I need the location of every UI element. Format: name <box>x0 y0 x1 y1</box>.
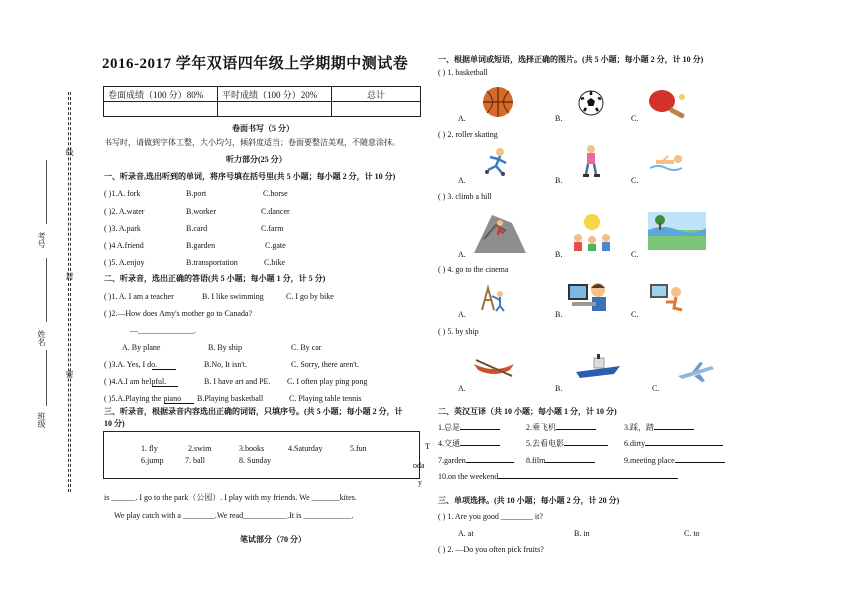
sec3-title-2: 10 分) <box>104 419 125 428</box>
score-header-zongji: 总计 <box>332 87 421 102</box>
sec2-q4-a: ( )4.A.I am helpful. <box>104 377 167 386</box>
score-header-juanmian: 卷面成绩（100 分）80% <box>104 87 218 102</box>
label-banji: 班级 <box>37 412 46 428</box>
r2-2 <box>526 423 596 433</box>
word-3: 3.books <box>239 444 265 453</box>
page-title: 2016-2017 学年双语四年级上学期期中测试卷 <box>102 56 409 72</box>
today-t: T <box>425 442 430 451</box>
r1-q4: ( ) 4. go to the cinema <box>438 265 509 274</box>
r1-q5-a: A. <box>458 384 466 393</box>
lake-scene-image <box>648 212 706 250</box>
sec2-q5-a: ( )5.A.Playing the piano <box>104 394 182 403</box>
r1-q4-c: C. <box>631 310 639 319</box>
r3-q1: ( ) 1. Are you good ________ it? <box>438 512 543 521</box>
label-xingming: 姓名 <box>37 330 46 346</box>
r1-q3-c: C. <box>631 250 639 259</box>
r3-q1-b: B. in <box>574 529 590 538</box>
r3-title: 三、单项选择。(共 10 小题；每小题 2 分，计 20 分) <box>438 496 620 505</box>
label-mi: 密 <box>65 370 74 378</box>
today-y: y <box>418 478 422 487</box>
r2-5-blank[interactable] <box>564 445 608 446</box>
listening-title: 听力部分(25 分） <box>226 155 287 164</box>
r2-1-text: 1.总是 <box>438 423 460 432</box>
sec2-title: 二、听录音，选出正确的答语(共 5 小题；每小题 1 分，计 5 分) <box>104 274 326 283</box>
sec1-item-3-c: C.farm <box>261 224 284 233</box>
r2-4 <box>438 439 500 449</box>
score-header-pingshi: 平时成绩（100 分）20% <box>218 87 332 102</box>
sec1-item-4-a: ( )4 A.friend <box>104 241 144 250</box>
sec2-q2-c: C. By car <box>291 343 322 352</box>
r2-5 <box>526 439 608 449</box>
r1-q1-b: B. <box>555 114 563 123</box>
r2-title: 二、英汉互译（共 10 小题；每小题 1 分，计 10 分) <box>438 407 617 416</box>
sec2-q5-b: B.Playing basketball <box>197 394 264 403</box>
sec2-q2-dash: —______________. <box>130 326 196 335</box>
painting-image <box>478 284 508 312</box>
sec1-item-2-b: B.worker <box>186 207 216 216</box>
score-table <box>103 86 421 117</box>
sec1-item-3-a: ( )3. A.park <box>104 224 141 233</box>
r2-7-blank[interactable] <box>466 462 514 463</box>
r2-1 <box>438 423 500 433</box>
r2-6 <box>624 439 723 449</box>
r1-q3: ( ) 3. climb a hill <box>438 192 492 201</box>
climb-hill-image <box>472 209 528 255</box>
word-7: 7. ball <box>185 456 205 465</box>
sec2-q1-b: B. I like swimming <box>202 292 264 301</box>
sec1-item-1-b: B.port <box>186 189 207 198</box>
sec1-item-4-c: C.gate <box>265 241 286 250</box>
sec1-item-5-a: ( )5. A.enjoy <box>104 258 145 267</box>
sec2-q5-c: C. Playing table tennis <box>289 394 362 403</box>
word-1: 1. fly <box>141 444 158 453</box>
handwriting-text: 书写时，请做到字体工整，大小均匀，倾斜度适当；卷面要整洁美观，不随意涂抹。 <box>104 138 400 147</box>
sec2-q5-underline <box>164 403 194 404</box>
r2-7-text: 7.garden <box>438 456 466 465</box>
r2-2-text: 2.乘飞机 <box>526 423 556 432</box>
r2-10-blank[interactable] <box>498 478 678 479</box>
r2-6-blank[interactable] <box>645 445 723 446</box>
word-2: 2.swim <box>188 444 212 453</box>
kid-swimming-image <box>648 150 688 174</box>
ping-pong-image <box>646 88 692 120</box>
label-kaohao: 考号 <box>37 232 46 248</box>
kids-playing-image <box>570 212 614 252</box>
sec2-q1-a: ( )1. A. I am a teacher <box>104 292 174 301</box>
r2-8-text: 8.film <box>526 456 546 465</box>
word-6: 6.jump <box>141 456 164 465</box>
r2-10 <box>438 472 678 482</box>
r1-q1-c: C. <box>631 114 639 123</box>
handwriting-title: 卷面书写（5 分） <box>232 124 294 133</box>
boat-image <box>472 358 516 380</box>
r2-3-blank[interactable] <box>654 429 694 430</box>
basketball-image <box>482 86 514 118</box>
word-4: 4.Saturday <box>288 444 323 453</box>
ship-image <box>574 352 624 380</box>
r1-q2-a: A. <box>458 176 466 185</box>
banji-line <box>46 350 47 406</box>
r1-q5-b: B. <box>555 384 563 393</box>
score-cell-2[interactable] <box>218 102 332 117</box>
today-oda: oda <box>413 461 425 470</box>
kid-skating-image <box>580 144 602 178</box>
sec2-q2-a: A. By plane <box>122 343 161 352</box>
sec2-q2-b: B. By ship <box>208 343 243 352</box>
r1-q1-a: A. <box>458 114 466 123</box>
sec1-item-5-b: B.transportation <box>186 258 238 267</box>
r3-q1-c: C. to <box>684 529 700 538</box>
sec1-item-2-c: C.dancer <box>261 207 290 216</box>
sec1-item-1-a: ( )1.A. fork <box>104 189 141 198</box>
r3-q1-a: A. at <box>458 529 474 538</box>
r1-q3-b: B. <box>555 250 563 259</box>
sec1-item-1-c: C.horse <box>263 189 288 198</box>
r2-9-text: 9.meeting place <box>624 456 675 465</box>
r2-2-blank[interactable] <box>556 429 596 430</box>
sec1-item-2-a: ( )2. A.water <box>104 207 145 216</box>
score-cell-1[interactable] <box>104 102 218 117</box>
passage-line-1: is ______. I go to the park（公园）. I play with my friends. We _______kites. <box>104 493 357 502</box>
kid-roller-image <box>478 146 512 176</box>
r1-q3-a: A. <box>458 250 466 259</box>
sec1-title: 一、听录音,选出听到的单词，将序号填在括号里(共 5 小题；每小题 2 分，计 10 分) <box>104 172 396 181</box>
sec1-item-3-b: B.card <box>186 224 208 233</box>
r2-10-text: 10.on the weekend <box>438 472 499 481</box>
sec2-q3-c: C. Sorry, there aren't. <box>291 360 360 369</box>
r1-q1: ( ) 1. basketball <box>438 68 488 77</box>
r2-5-text: 5.去看电影 <box>526 439 564 448</box>
r1-q2-c: C. <box>631 176 639 185</box>
r1-q4-a: A. <box>458 310 466 319</box>
sec2-q3-b: B.No, It isn't. <box>204 360 247 369</box>
r1-title: 一、根据单词或短语，选择正确的图片。(共 5 小题；每小题 2 分，计 10 分) <box>438 55 704 64</box>
r1-q2: ( ) 2. roller skating <box>438 130 498 139</box>
sec2-q4-underline <box>152 386 178 387</box>
word-8: 8. Sunday <box>239 456 271 465</box>
r1-q5-c: C. <box>652 384 660 393</box>
kaohao-line <box>46 160 47 224</box>
sec2-q3-underline <box>152 369 176 370</box>
r2-7 <box>438 456 514 466</box>
r2-3-text: 3.踩，踏 <box>624 423 654 432</box>
sec2-q3-a: ( )3.A. Yes, I do. <box>104 360 158 369</box>
r2-8 <box>526 456 595 466</box>
r1-q5: ( ) 5. by ship <box>438 327 479 336</box>
airplane-image <box>676 360 716 384</box>
soccer-ball-image <box>578 90 604 116</box>
sec2-q2: ( )2.—How does Amy's mother go to Canada? <box>104 309 253 318</box>
r2-6-text: 6.dirty <box>624 439 646 448</box>
cinema-viewer-image <box>648 282 688 316</box>
computer-boy-image <box>566 280 614 316</box>
written-part-title: 笔试部分（70 分） <box>240 535 306 544</box>
sec1-item-4-b: B.garden <box>186 241 216 250</box>
score-cell-3[interactable] <box>332 102 421 117</box>
sec2-q4-c: C. I often play ping pong <box>287 377 368 386</box>
r1-q2-b: B. <box>555 176 563 185</box>
word-box <box>103 431 420 479</box>
sec2-q4-b: B. I have art and PE. <box>204 377 271 386</box>
r2-4-blank[interactable] <box>460 445 500 446</box>
passage-line-2: We play catch with a ________.We read___________.It is ____________. <box>114 511 354 520</box>
word-5: 5.fun <box>350 444 367 453</box>
xingming-line <box>46 258 47 322</box>
r1-q4-b: B. <box>555 310 563 319</box>
r2-9 <box>624 456 725 466</box>
sec2-q1-c: C. I go by bike <box>286 292 334 301</box>
label-feng: 封 <box>65 272 74 280</box>
r2-8-blank[interactable] <box>545 462 595 463</box>
r2-9-blank[interactable] <box>675 462 725 463</box>
sec1-item-5-c: C.bike <box>264 258 286 267</box>
r2-1-blank[interactable] <box>460 429 500 430</box>
label-xian: 线 <box>65 148 74 156</box>
r3-q2: ( ) 2. —Do you often pick fruits? <box>438 545 544 554</box>
sec3-title: 三、听录音，根据录音内容选出正确的词语，只填序号。(共 5 小题；每小题 2 分，计 <box>104 407 403 416</box>
r2-3 <box>624 423 694 433</box>
r2-4-text: 4.交通 <box>438 439 460 448</box>
